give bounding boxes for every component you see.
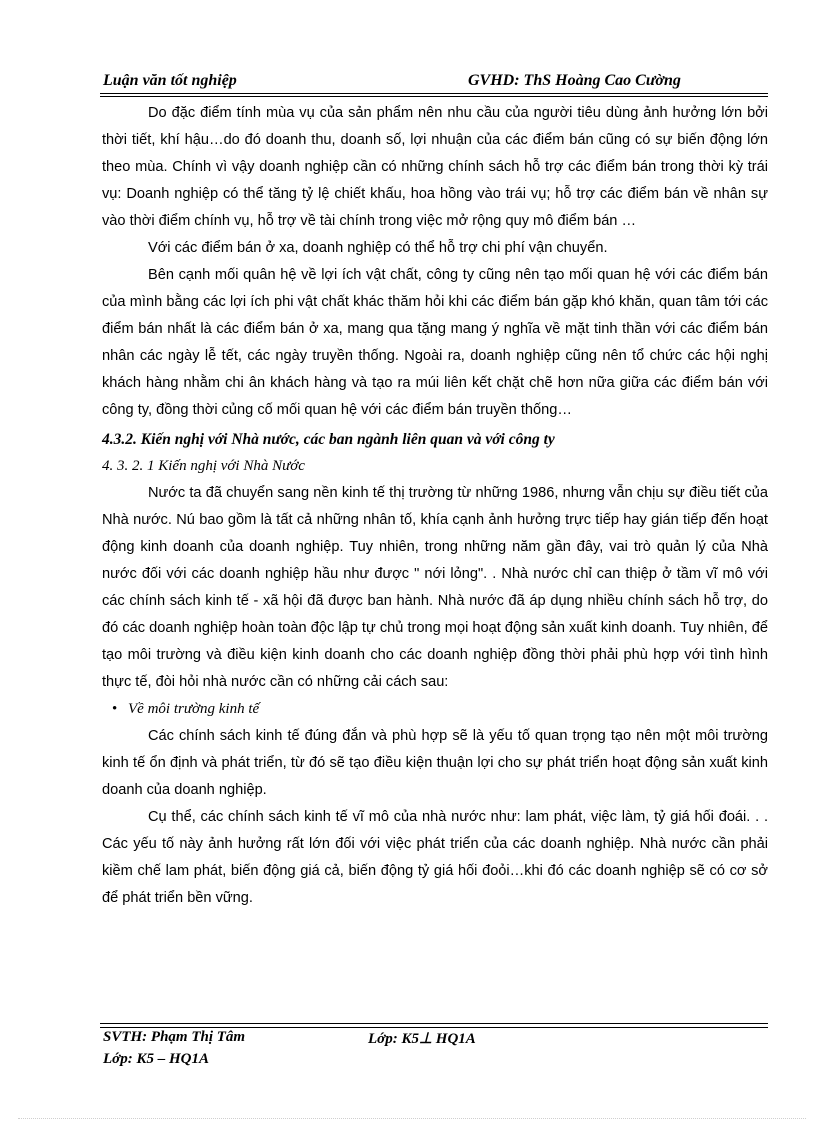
paragraph: Cụ thể, các chính sách kinh tế vĩ mô của nhà nước như: lam phát, việc làm, tỷ giá hối đoái. . . Các yếu tố này ảnh hưởng rất lớn đối với việc phát triển của các doanh nghiệp. Nhà nước cần phải kiềm chế lam phát, biến động giá cả, biến động tỷ giá hối đoỏi…khi đó các doanh nghiệp sẽ có cơ sở để phát triển bền vững. [102,809,768,906]
subsection-heading: 4. 3. 2. 1 Kiến nghị với Nhà Nước [102,458,305,474]
footer-student: SVTH: Phạm Thị Tâm [103,1029,246,1045]
header-rule-top [100,93,768,94]
header-advisor: GVHD: ThS Hoàng Cao Cường [468,72,681,89]
bullet-item [102,696,768,723]
page-edge [18,1118,806,1119]
paragraph: Các chính sách kinh tế đúng đắn và phù hợp sẽ là yếu tố quan trọng tạo nên một môi trường kinh tế ổn định và phát triển, từ đó sẽ tạo điều kiện thuận lợi cho sự phát triển hoạt động sản xuất kinh doanh của doanh nghiệp. [102,728,768,798]
paragraph: Với các điểm bán ở xa, doanh nghiệp có thể hỗ trợ chi phí vận chuyển. [148,240,608,256]
bullet-icon: • [112,701,118,717]
footer-rule-bottom [100,1027,768,1028]
header-rule-bottom [100,96,768,97]
bullet-text: Về môi trường kinh tế [128,701,260,717]
paragraph: Bên cạnh mối quân hệ về lợi ích vật chất, công ty cũng nên tạo mối quan hệ với các điểm bán của mình bằng các lợi ích phi vật chất khác thăm hỏi khi các điểm bán gặp khó khăn, quan tâm tới các điểm bán nhất là các điểm bán ở xa, mang qua tặng mang ý nghĩa về mặt tinh thần với các điểm bán nhân các ngày lễ tết, các ngày truyền thống. Ngoài ra, doanh nghiệp cũng nên tổ chức các hội nghị khách hàng nhằm chi ân khách hàng và tạo ra múi liên kết chặt chẽ hơn nữa giữa các điểm bán với công ty, đồng thời củng cố mối quan hệ với các điểm bán truyền thống… [102,267,768,418]
footer-rule-top [100,1023,768,1024]
section-heading: 4.3.2. Kiến nghị với Nhà nước, các ban ngành liên quan và với công ty [102,431,555,448]
page-body [102,100,768,912]
footer-class-right: Lớp: K5⊥ HQ1A [368,1031,476,1047]
paragraph: Nước ta đã chuyển sang nền kinh tế thị trường từ những 1986, nhưng vẫn chịu sự điều tiết của Nhà nước. Nú bao gồm là tất cả những nhân tố, khía cạnh ảnh hưởng trực tiếp hay gián tiếp đến hoạt động kinh doanh của doanh nghiệp. Tuy nhiên, trong những năm gần đây, vai trò quản lý của Nhà nước đối với các doanh nghiệp hầu như được " nới lỏng". . Nhà nước chỉ can thiệp ở tầm vĩ mô với các chính sách kinh tế - xã hội đã được ban hành. Nhà nước đã áp dụng nhiều chính sách hỗ trợ, do đó các doanh nghiệp hoàn toàn độc lập tự chủ trong mọi hoạt động sản xuất kinh doanh. Tuy nhiên, để tạo môi trường và điều kiện kinh doanh cho các doanh nghiệp đồng thời phải phù hợp với tình hình thực tế, đòi hỏi nhà nước cần có những cải cách sau: [102,485,768,690]
paragraph: Do đặc điểm tính mùa vụ của sản phẩm nên nhu cầu của người tiêu dùng ảnh hưởng lớn bởi thời tiết, khí hậu…do đó doanh thu, doanh số, lợi nhuận của các điểm bán cũng có sự biến động lớn theo mùa. Chính vì vậy doanh nghiệp cần có những chính sách hỗ trợ các điểm bán trong thời kỳ trái vụ: Doanh nghiệp có thể tăng tỷ lệ chiết khấu, hoa hồng vào trái vụ; hỗ trợ các điểm bán về nhân sự vào thời điểm chính vụ, hỗ trợ về tài chính trong việc mở rộng quy mô điểm bán … [102,105,768,229]
footer-class-left: Lớp: K5 – HQ1A [103,1051,209,1067]
header-thesis-label: Luận văn tốt nghiệp [103,72,237,89]
